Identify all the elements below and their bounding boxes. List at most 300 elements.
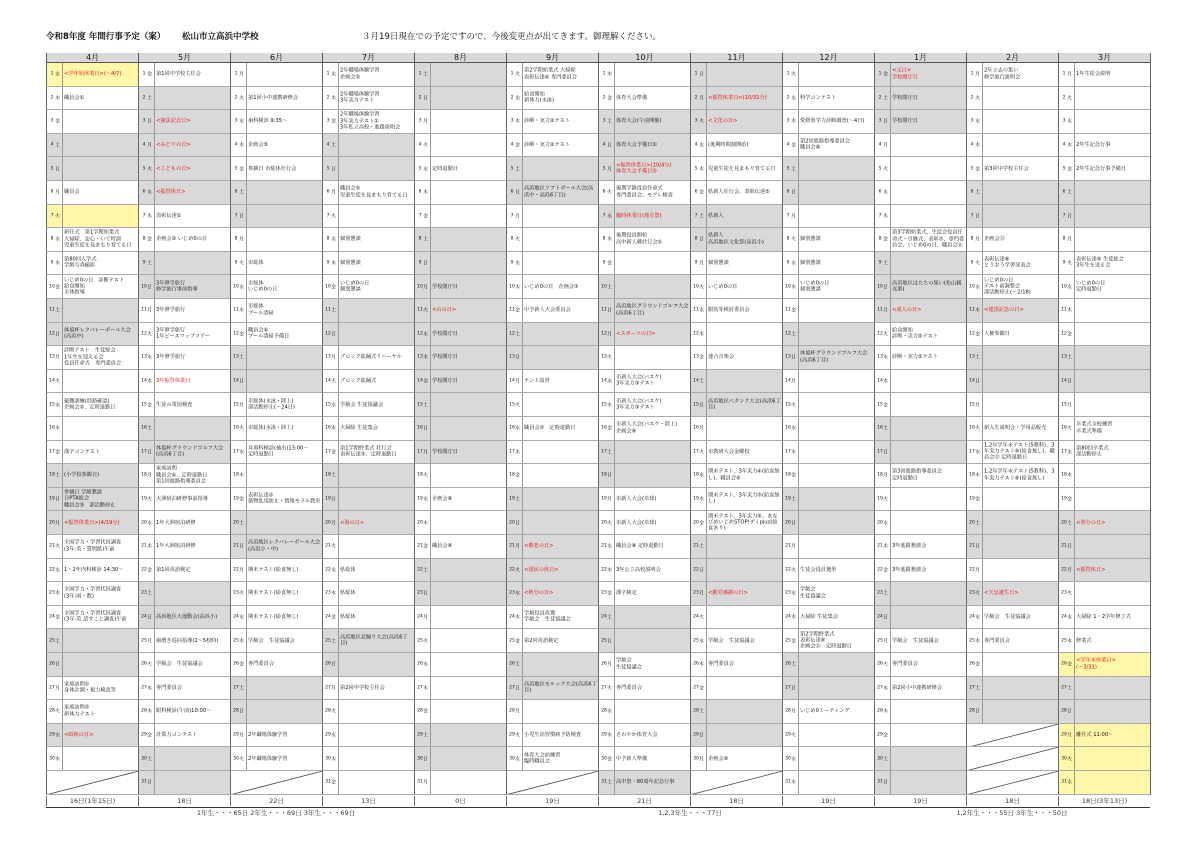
event-text: 漢字検定 [616, 590, 637, 597]
day-cell [874, 464, 966, 488]
day-cell [1058, 299, 1150, 323]
event-text: 2年生記念行事 [1076, 141, 1111, 148]
day-cell [138, 252, 230, 276]
weekday-label: 火 [1066, 95, 1072, 102]
cell-divider [154, 134, 155, 157]
day-number: 12 [233, 331, 239, 337]
day-number: 23 [601, 590, 607, 596]
event-text: <スポーツの日> [616, 330, 656, 337]
day-cell [230, 417, 322, 441]
weekday-label: 土 [238, 189, 244, 196]
empty-slot-slash [967, 771, 1058, 795]
weekday-label: 火 [238, 756, 244, 763]
weekday-label: 金 [882, 402, 888, 409]
cell-divider [430, 535, 431, 558]
day-number: 11 [49, 307, 55, 313]
cell-divider [798, 205, 799, 228]
event-text: 市総体(水泳・陸上) [248, 425, 294, 432]
cell-divider [890, 252, 891, 275]
day-cell [598, 771, 690, 795]
day-number: 15 [233, 402, 239, 408]
day-number: 2 [510, 95, 514, 101]
cell-divider [1074, 488, 1075, 511]
empty-slot-slash [47, 771, 138, 795]
weekday-label: 金 [422, 378, 428, 385]
day-number: 30 [233, 756, 239, 762]
event-text: 後期学級役員任命式 専門委員会、モアレ検査 [616, 186, 673, 199]
day-cell [598, 724, 690, 748]
cell-divider [890, 771, 891, 794]
day-number: 10 [785, 284, 791, 290]
cell-divider [1074, 299, 1075, 322]
cell-divider [706, 441, 707, 464]
weekday-label: 火 [698, 284, 704, 291]
event-text: 学級会 生徒協議会 [708, 637, 755, 644]
day-number: 5 [694, 166, 698, 172]
cell-divider [154, 559, 155, 582]
weekday-label: 火 [514, 236, 520, 243]
day-number: 3 [1062, 118, 1066, 124]
event-text: 3年公立高校説明会 [616, 566, 661, 573]
day-number: 23 [325, 590, 331, 596]
day-cell [506, 606, 598, 630]
cell-divider [1074, 724, 1075, 747]
weekday-label: 火 [606, 520, 612, 527]
weekday-label: 水 [514, 260, 520, 267]
day-cell [1058, 747, 1150, 771]
weekday-label: 木 [882, 378, 888, 385]
cell-divider [1074, 771, 1075, 794]
day-number: 8 [234, 236, 238, 242]
cell-divider [62, 511, 63, 534]
day-number: 7 [1062, 213, 1066, 219]
day-number: 16 [49, 425, 55, 431]
weekday-label: 金 [790, 142, 796, 149]
event-text: 診断テスト 生徒総会 1年生を迎える会 役員任命式 専門委員会 [64, 348, 122, 367]
cell-divider [890, 63, 891, 86]
day-cell [506, 417, 598, 441]
day-cell [690, 228, 782, 252]
weekday-label: 月 [422, 118, 428, 125]
day-cell [690, 653, 782, 677]
cell-divider [798, 417, 799, 440]
cell-divider [338, 582, 339, 605]
day-cell [782, 181, 874, 205]
cell-divider [338, 700, 339, 723]
weekday-label: 日 [790, 685, 796, 692]
cell-divider [154, 393, 155, 416]
empty-slot-slash [507, 771, 598, 795]
weekday-label: 金 [606, 756, 612, 763]
event-text: いじめ0の日 個別懇談 [800, 280, 830, 293]
day-number: 1 [602, 71, 606, 77]
event-text: (小学校参観日) [64, 472, 100, 479]
cell-divider [1074, 275, 1075, 298]
weekday-label: 日 [606, 142, 612, 149]
weekday-label: 水 [330, 402, 336, 409]
day-cell [782, 606, 874, 630]
cell-divider [246, 87, 247, 110]
cell-divider [430, 747, 431, 770]
day-number: 24 [877, 614, 883, 620]
day-number: 15 [141, 402, 147, 408]
day-cell [230, 110, 322, 134]
weekday-label: 木 [514, 614, 520, 621]
day-cell [46, 559, 138, 583]
weekday-label: 月 [54, 354, 60, 361]
cell-divider [890, 87, 891, 110]
weekday-label: 日 [606, 472, 612, 479]
day-number: 19 [233, 496, 239, 502]
day-number: 18 [49, 472, 55, 478]
weekday-label: 月 [146, 142, 152, 149]
cell-divider [706, 110, 707, 133]
day-cell [414, 323, 506, 347]
cell-divider [430, 299, 431, 322]
weekday-label: 土 [54, 307, 60, 314]
day-cell [414, 629, 506, 653]
cell-divider [62, 606, 63, 629]
weekday-label: 木 [54, 95, 60, 102]
day-cell [874, 87, 966, 111]
cell-divider [614, 417, 615, 440]
day-cell [230, 87, 322, 111]
day-number: 9 [234, 260, 238, 266]
event-text: 給食開始 診断・実力⑤テスト [892, 327, 938, 340]
day-number: 20 [233, 520, 239, 526]
event-text: 学校閉庁日 [892, 94, 918, 101]
weekday-label: 日 [882, 614, 888, 621]
day-number: 2 [142, 95, 146, 101]
weekday-label: 月 [238, 71, 244, 78]
day-cell [46, 464, 138, 488]
day-cell [690, 677, 782, 701]
event-text: 第1回英語検定 [156, 566, 191, 573]
day-number: 28 [325, 708, 331, 714]
day-cell [782, 700, 874, 724]
day-number: 19 [601, 496, 607, 502]
term3-days: 1,2年生・・・55日 3年生・・・50日 [956, 808, 1068, 817]
weekday-label: 火 [1066, 425, 1072, 432]
day-cell [598, 606, 690, 630]
day-cell [230, 346, 322, 370]
weekday-label: 日 [698, 71, 704, 78]
cell-divider [706, 299, 707, 322]
event-text: いじめ0の日 定時退勤日 [1076, 280, 1106, 293]
event-text: 高浜地区ソフトボール大会(高浜中・高浜6丁目) [524, 186, 594, 199]
day-cell [414, 157, 506, 181]
weekday-label: 水 [790, 590, 796, 597]
cell-divider [62, 299, 63, 322]
event-text: 第1学期終業式 壮行会 表彰伝達③、定時退勤日 [340, 445, 397, 458]
day-cell [230, 700, 322, 724]
event-text: 県新人 [708, 212, 724, 219]
cell-divider [522, 110, 523, 133]
day-number: 4 [142, 142, 146, 148]
cell-divider [430, 157, 431, 180]
weekday-label: 土 [790, 331, 796, 338]
event-text: 学校閉庁日 [432, 330, 458, 337]
day-number: 15 [1061, 402, 1067, 408]
day-cell [874, 700, 966, 724]
day-cell [690, 535, 782, 559]
weekday-label: 金 [698, 189, 704, 196]
day-number: 19 [785, 496, 791, 502]
day-number: 26 [509, 661, 515, 667]
event-text: 県総体 [340, 613, 356, 620]
event-text: 期末テスト、3年実力④(給食無し)、職員会⑨ [708, 469, 780, 482]
cell-divider [62, 63, 63, 86]
event-text: <春分の日> [1076, 519, 1106, 526]
event-text: <振替休日> [1076, 566, 1106, 573]
weekday-label: 水 [1066, 284, 1072, 291]
cell-divider [154, 275, 155, 298]
day-cell [138, 488, 230, 512]
day-cell [46, 535, 138, 559]
day-cell [874, 299, 966, 323]
day-number: 9 [694, 260, 698, 266]
day-number: 21 [141, 543, 147, 549]
weekday-label: 土 [974, 189, 980, 196]
day-cell [1058, 346, 1150, 370]
month-header: 3月 [1058, 53, 1150, 63]
day-cell [874, 724, 966, 748]
day-number: 22 [417, 567, 423, 573]
day-number: 13 [785, 354, 791, 360]
weekday-label: 日 [882, 449, 888, 456]
day-cell [506, 252, 598, 276]
cell-divider [430, 275, 431, 298]
day-cell [414, 511, 506, 535]
cell-divider [338, 747, 339, 770]
cell-divider [614, 724, 615, 747]
weekday-label: 金 [698, 520, 704, 527]
page-header [0, 0, 1200, 50]
day-cell [230, 464, 322, 488]
cell-divider [614, 134, 615, 157]
weekday-label: 水 [698, 307, 704, 314]
day-number: 17 [877, 449, 883, 455]
cell-divider [246, 110, 247, 133]
day-cell [506, 629, 598, 653]
day-cell [1058, 228, 1150, 252]
day-cell [414, 346, 506, 370]
day-number: 19 [325, 496, 331, 502]
weekday-label: 日 [514, 189, 520, 196]
day-cell [598, 393, 690, 417]
day-cell [598, 205, 690, 229]
weekday-label: 金 [882, 732, 888, 739]
cell-divider [522, 700, 523, 723]
weekday-label: 木 [698, 331, 704, 338]
day-cell [782, 535, 874, 559]
day-number: 11 [877, 307, 883, 313]
weekday-label: 月 [330, 354, 336, 361]
cell-divider [1074, 606, 1075, 629]
weekday-label: 金 [422, 213, 428, 220]
event-text: 給食開始 新体力(水泳) [524, 91, 554, 104]
weekday-label: 水 [422, 166, 428, 173]
day-cell [46, 677, 138, 701]
weekday-label: 水 [790, 425, 796, 432]
day-cell [966, 205, 1058, 229]
day-cell [690, 559, 782, 583]
weekday-label: 土 [698, 543, 704, 550]
weekday-label: 日 [1066, 378, 1072, 385]
cell-divider [614, 747, 615, 770]
event-text: <海の日> [340, 519, 365, 526]
day-number: 16 [233, 425, 239, 431]
weekday-label: 金 [146, 567, 152, 574]
weekday-label: 土 [790, 166, 796, 173]
day-number: 21 [509, 543, 515, 549]
day-number: 5 [786, 166, 790, 172]
weekday-label: 月 [606, 661, 612, 668]
event-text: 個別懇談 [800, 259, 821, 266]
cell-divider [154, 677, 155, 700]
day-number: 16 [509, 425, 515, 431]
event-text: 第2回進路指導委員会 職員会⑩ [800, 138, 850, 152]
day-cell [690, 417, 782, 441]
day-cell [230, 441, 322, 465]
cell-divider [246, 228, 247, 251]
grid-right-border [1150, 53, 1151, 795]
weekday-label: 月 [974, 402, 980, 409]
event-text: 市教研大会金曜校 [708, 448, 750, 455]
cell-divider [154, 181, 155, 204]
cell-divider [614, 110, 615, 133]
day-number: 5 [326, 166, 330, 172]
weekday-label: 金 [330, 614, 336, 621]
weekday-label: 水 [514, 95, 520, 102]
cell-divider [246, 299, 247, 322]
day-number: 13 [693, 354, 699, 360]
day-cell [138, 724, 230, 748]
day-number: 3 [234, 118, 238, 124]
cell-divider [706, 677, 707, 700]
day-number: 19 [969, 496, 975, 502]
cell-divider [890, 181, 891, 204]
cell-divider [430, 511, 431, 534]
day-number: 2 [234, 95, 238, 101]
day-number: 25 [877, 638, 883, 644]
cell-divider [338, 299, 339, 322]
event-text: 2年職場体験学習 [248, 755, 288, 762]
event-text: 高浜地区グラウンドゴルフ大会(高浜6丁目) [616, 304, 689, 317]
day-cell [966, 87, 1058, 111]
event-text: 市新人大会(卓球) [616, 495, 657, 502]
weekday-label: 水 [974, 284, 980, 291]
event-text: 企画会⑫ [984, 236, 1005, 243]
cell-divider [614, 488, 615, 511]
event-text: 大洲宿泊研修事前指導 [156, 495, 208, 502]
day-number: 13 [1061, 354, 1067, 360]
day-number: 31 [601, 779, 607, 785]
cell-divider [798, 110, 799, 133]
day-number: 25 [325, 638, 331, 644]
event-text: 県新人 高浜地区文化祭(高浜小) [708, 233, 764, 246]
event-text: 第80回入学式 学級写真撮影 [64, 256, 97, 270]
day-number: 12 [325, 331, 331, 337]
event-text: 期末テスト(給食無し) [248, 566, 299, 573]
day-cell [322, 559, 414, 583]
cell-divider [154, 488, 155, 511]
weekday-label: 日 [1066, 543, 1072, 550]
day-number: 18 [509, 472, 515, 478]
weekday-label: 土 [330, 638, 336, 645]
cell-divider [62, 275, 63, 298]
cell-divider [338, 606, 339, 629]
event-text: 第3回中学校主任会 [984, 165, 1029, 172]
day-number: 3 [510, 118, 514, 124]
weekday-label: 日 [882, 118, 888, 125]
cell-divider [154, 653, 155, 676]
cell-divider [62, 653, 63, 676]
day-number: 17 [1061, 449, 1067, 455]
event-text: <学年始休業日>(〜4/7) [64, 71, 122, 78]
weekday-label: 金 [330, 779, 336, 786]
day-cell [966, 488, 1058, 512]
event-text: <天皇誕生日> [984, 590, 1019, 597]
day-cell [230, 653, 322, 677]
event-text: 3年進路懇談会 [892, 566, 927, 573]
day-number: 31 [325, 779, 331, 785]
day-number: 17 [141, 449, 147, 455]
day-cell [598, 110, 690, 134]
day-cell [782, 228, 874, 252]
cell-divider [154, 629, 155, 652]
day-number: 6 [510, 189, 514, 195]
weekday-label: 木 [330, 425, 336, 432]
month-total-days: 21日 [598, 796, 690, 806]
cell-divider [154, 464, 155, 487]
day-number: 30 [509, 756, 515, 762]
cell-divider [614, 653, 615, 676]
day-number: 17 [325, 449, 331, 455]
weekday-label: 月 [514, 378, 520, 385]
cell-divider [1074, 134, 1075, 157]
event-text: 定時退勤日 [432, 165, 458, 172]
day-cell [138, 275, 230, 299]
weekday-label: 日 [54, 661, 60, 668]
day-cell [506, 724, 598, 748]
weekday-label: 水 [698, 142, 704, 149]
day-number: 2 [602, 95, 606, 101]
cell-divider [1074, 63, 1075, 86]
day-cell [690, 747, 782, 771]
day-number: 13 [233, 354, 239, 360]
day-number: 14 [969, 378, 975, 384]
day-cell [230, 582, 322, 606]
day-number: 26 [1061, 661, 1067, 667]
day-cell [138, 181, 230, 205]
day-cell [874, 606, 966, 630]
day-cell [690, 582, 782, 606]
weekday-label: 水 [238, 449, 244, 456]
cell-divider [798, 157, 799, 180]
event-text: 生徒の電図検査 [156, 401, 193, 408]
day-cell [230, 157, 322, 181]
weekday-label: 土 [146, 590, 152, 597]
day-number: 19 [141, 496, 147, 502]
weekday-label: 木 [606, 236, 612, 243]
day-number: 29 [509, 732, 515, 738]
cell-divider [154, 252, 155, 275]
weekday-label: 月 [146, 472, 152, 479]
weekday-label: 土 [514, 331, 520, 338]
day-cell [322, 228, 414, 252]
weekday-label: 日 [974, 213, 980, 220]
